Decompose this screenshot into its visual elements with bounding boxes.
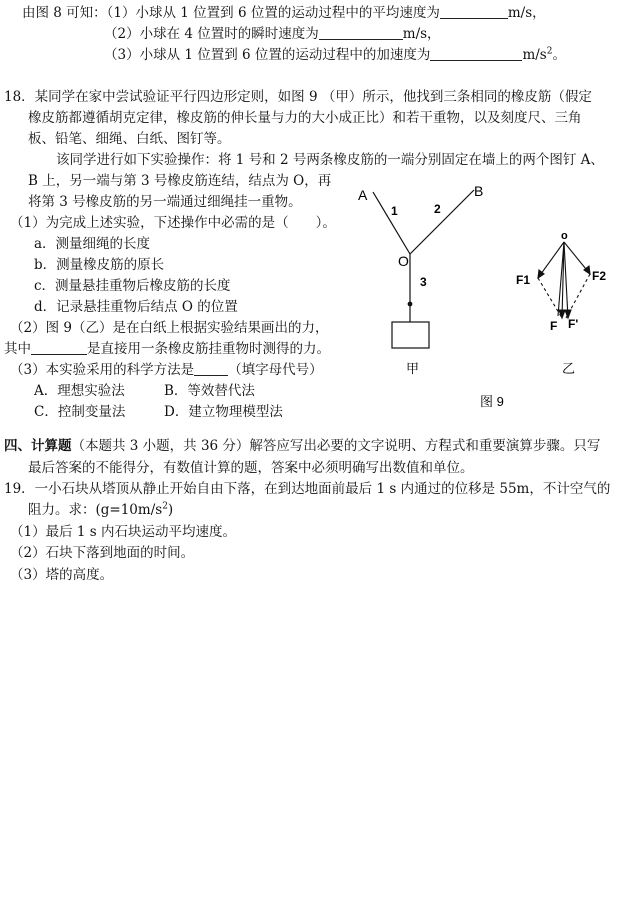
label-3: 3 bbox=[420, 275, 427, 289]
section4-line1 bbox=[4, 436, 600, 456]
q18-option-d[interactable]: d．记录悬挂重物后结点 O 的位置 bbox=[34, 299, 238, 315]
figure-9 bbox=[340, 176, 624, 416]
q17-blank1[interactable] bbox=[440, 4, 508, 19]
q19-line1: 19．一小石块从塔顶从静止开始自由下落，在到达地面前最后 1 s 内通过的位移是 55m，不计空气的 bbox=[4, 481, 611, 497]
q17-item3: （3）小球从 1 位置到 6 位置的运动过程中的加速度为 bbox=[104, 47, 431, 63]
q19-item3: （3）塔的高度。 bbox=[10, 567, 114, 583]
q17-unit2: m/s， bbox=[402, 26, 441, 42]
q18-option-a[interactable]: a．测量细绳的长度 bbox=[34, 236, 151, 252]
label-2: 2 bbox=[434, 202, 441, 216]
q17-unit3: $m/s^2$。 bbox=[522, 46, 566, 63]
q18-line1: 18．某同学在家中尝试验证平行四边形定则，如图 9 （甲）所示，他找到三条相同的橡皮筋（假定 bbox=[4, 89, 592, 105]
q17-line3 bbox=[104, 45, 566, 65]
q19-line2: 阻力。求：$(g=10m/s^2)$ bbox=[28, 501, 174, 518]
label-F-prime: F' bbox=[568, 317, 579, 331]
caption-jia: 甲 bbox=[406, 361, 420, 376]
figure-caption: 图 9 bbox=[480, 394, 504, 409]
q18-option-B[interactable]: B．等效替代法 bbox=[164, 383, 255, 399]
label-F2: F2 bbox=[592, 269, 607, 283]
label-F1: F1 bbox=[516, 273, 531, 287]
label-1: 1 bbox=[391, 204, 398, 218]
label-B: B bbox=[474, 183, 484, 199]
label-F: F bbox=[550, 319, 558, 333]
q18-line4: 该同学进行如下实验操作：将 1 号和 2 号两条橡皮筋的一端分别固定在墙上的两个图钉 A、 bbox=[56, 152, 604, 168]
q17-item2: （2）小球在 4 位置时的瞬时速度为 bbox=[104, 26, 319, 42]
rubber-band-2 bbox=[410, 190, 474, 254]
label-o: o bbox=[561, 230, 568, 242]
caption-yi: 乙 bbox=[562, 361, 576, 376]
q18-blank-sub2[interactable] bbox=[31, 340, 87, 355]
q18-sub1: （1）为完成上述实验，下述操作中必需的是（ ）。 bbox=[10, 215, 336, 231]
section4-desc1: （本题共 3 小题，共 36 分）解答应写出必要的文字说明、方程式和重要演算步骤。只写 bbox=[71, 438, 601, 454]
force-F-prime bbox=[564, 242, 568, 318]
q17-blank3[interactable] bbox=[430, 46, 522, 61]
figure-jia bbox=[373, 190, 474, 348]
q18-sub2b: 其中 是直接用一条橡皮筋挂重物时测得的力。 bbox=[4, 341, 330, 357]
q19-item2: （2）石块下落到地面的时间。 bbox=[10, 545, 195, 561]
q18-option-c[interactable]: c．测量悬挂重物后橡皮筋的长度 bbox=[34, 278, 231, 294]
q17-blank2[interactable] bbox=[319, 25, 403, 40]
q18-option-b[interactable]: b．测量橡皮筋的原长 bbox=[34, 257, 165, 273]
section4-title: 四、计算题 bbox=[4, 438, 72, 454]
q17-line2 bbox=[104, 24, 441, 44]
label-O: O bbox=[398, 253, 409, 269]
q18-sub2a: （2）图 9（乙）是在白纸上根据实验结果画出的力， bbox=[10, 320, 329, 336]
q18-option-A[interactable]: A．理想实验法 bbox=[34, 383, 125, 399]
q18-blank-sub3[interactable] bbox=[194, 361, 228, 376]
figure-yi bbox=[538, 242, 590, 318]
q17-intro: 由图 8 可知：（1）小球从 1 位置到 6 位置的运动过程中的平均速度为 bbox=[22, 5, 440, 21]
q18-line5: B 上，另一端与第 3 号橡皮筋连结，结点为 O，再 bbox=[28, 173, 332, 189]
q19-item1: （1）最后 1 s 内石块运动平均速度。 bbox=[10, 524, 236, 540]
rubber-band-1 bbox=[373, 192, 410, 254]
q18-option-D[interactable]: D．建立物理模型法 bbox=[164, 404, 283, 420]
q18-line6: 将第 3 号橡皮筋的另一端通过细绳挂一重物。 bbox=[28, 194, 302, 210]
q18-line3: 板、铅笔、细绳、白纸、图钉等。 bbox=[28, 131, 231, 147]
q17-line1 bbox=[22, 3, 546, 23]
q18-line2: 橡皮筋都遵循胡克定律，橡皮筋的伸长量与力的大小成正比）和若干重物，以及刻度尺、三角 bbox=[28, 110, 582, 126]
weight-box bbox=[392, 322, 429, 348]
section4-desc2: 最后答案的不能得分，有数值计算的题，答案中必须明确写出数值和单位。 bbox=[28, 460, 474, 476]
label-A: A bbox=[358, 187, 368, 203]
q18-sub3: （3）本实验采用的科学方法是 （填字母代号） bbox=[10, 362, 323, 378]
q18-option-C[interactable]: C．控制变量法 bbox=[34, 404, 126, 420]
q17-unit1: m/s， bbox=[507, 5, 546, 21]
